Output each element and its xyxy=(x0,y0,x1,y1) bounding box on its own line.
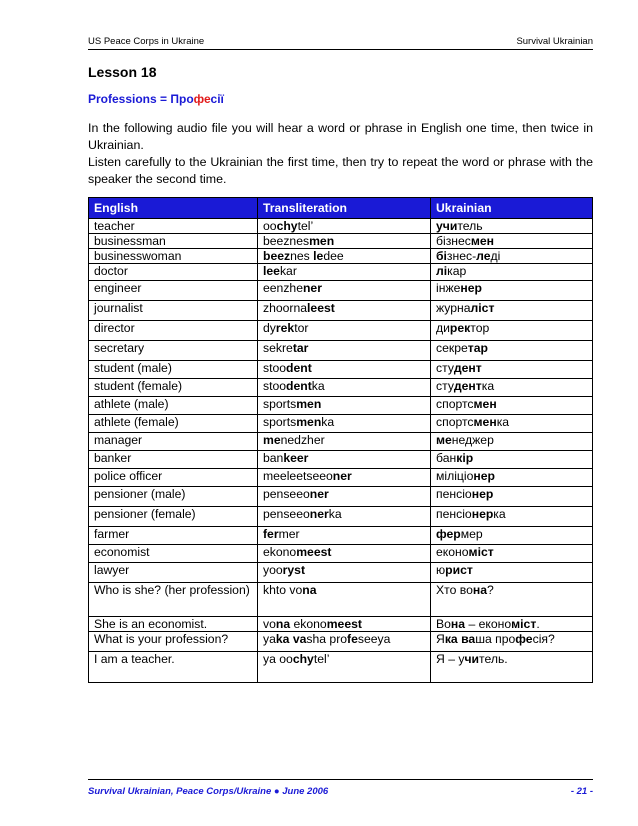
table-row xyxy=(89,563,593,583)
stressed-syllable: na xyxy=(302,583,317,597)
syllable: mer xyxy=(278,527,300,541)
syllable: oo xyxy=(263,219,277,233)
syllable: stoo xyxy=(263,379,287,393)
syllable: пенсіо xyxy=(436,487,472,501)
stressed-syllable: chy xyxy=(292,652,314,666)
syllable: тель xyxy=(457,219,483,233)
cell-english: pensioner (male) xyxy=(89,487,258,507)
stressed-syllable: ner xyxy=(309,487,329,501)
intro-paragraph-2: Listen carefully to the Ukrainian the first time, then try to repeat the word or phrase with the speaker the second time. xyxy=(88,155,593,186)
syllable: vo xyxy=(263,617,276,631)
cell-ukrainian xyxy=(431,264,593,281)
cell-english: student (male) xyxy=(89,361,258,379)
syllable: сія? xyxy=(532,632,555,646)
table-row xyxy=(89,415,593,433)
syllable: tel’ xyxy=(297,219,314,233)
cell-english: athlete (male) xyxy=(89,397,258,415)
syllable: sports xyxy=(263,415,297,429)
cell-ukrainian xyxy=(431,321,593,341)
cell-english: doctor xyxy=(89,264,258,281)
cell-transliteration xyxy=(258,527,431,545)
stressed-syllable: beez xyxy=(263,249,291,263)
syllable: сту xyxy=(436,361,454,375)
syllable: спортс xyxy=(436,397,474,411)
vocabulary-table xyxy=(88,197,593,683)
syllable: ka xyxy=(311,379,325,393)
lesson-title: Lesson 18 xyxy=(88,64,157,80)
cell-ukrainian xyxy=(431,433,593,451)
syllable: khto vo xyxy=(263,583,303,597)
syllable: сту xyxy=(436,379,454,393)
stressed-syllable: meest xyxy=(296,545,332,559)
syllable: міліціо xyxy=(436,469,474,483)
syllable: тор xyxy=(470,321,490,335)
cell-transliteration xyxy=(258,341,431,361)
stressed-syllable: чи xyxy=(464,652,480,666)
header-right: Survival Ukrainian xyxy=(516,36,593,47)
syllable: ка xyxy=(493,507,506,521)
table-row xyxy=(89,527,593,545)
stressed-syllable: ле xyxy=(476,249,491,263)
syllable: ya oo xyxy=(263,652,293,666)
stressed-syllable: dent xyxy=(286,361,312,375)
cell-english: engineer xyxy=(89,281,258,301)
cell-ukrainian xyxy=(431,219,593,234)
stressed-syllable: rek xyxy=(275,321,295,335)
syllable: мер xyxy=(460,527,483,541)
cell-transliteration xyxy=(258,487,431,507)
cell-ukrainian xyxy=(431,545,593,563)
stressed-syllable: міст xyxy=(468,545,494,559)
stressed-syllable: мен xyxy=(473,415,497,429)
table-row xyxy=(89,583,593,617)
cell-ukrainian xyxy=(431,507,593,527)
table-row xyxy=(89,361,593,379)
syllable: ди xyxy=(436,321,450,335)
professions-word-stress: фе xyxy=(193,92,211,106)
stressed-syllable: мен xyxy=(470,234,495,248)
syllable: Я xyxy=(436,632,445,646)
cell-ukrainian xyxy=(431,361,593,379)
syllable: спортс xyxy=(436,415,474,429)
syllable: yoo xyxy=(263,563,283,577)
footer-left: Survival Ukrainian, Peace Corps/Ukraine ● June 2006 xyxy=(88,786,329,797)
cell-transliteration xyxy=(258,545,431,563)
cell-english: lawyer xyxy=(89,563,258,583)
cell-transliteration xyxy=(258,617,431,632)
stressed-syllable: ліст xyxy=(470,301,495,315)
syllable: ді xyxy=(490,249,501,263)
cell-ukrainian xyxy=(431,341,593,361)
syllable: бан xyxy=(436,451,457,465)
cell-ukrainian xyxy=(431,652,593,683)
syllable: тель. xyxy=(479,652,508,666)
stressed-syllable: ка ва xyxy=(444,632,476,646)
stressed-syllable: нер xyxy=(460,281,482,295)
cell-ukrainian xyxy=(431,632,593,652)
stressed-syllable: кір xyxy=(456,451,474,465)
cell-english: farmer xyxy=(89,527,258,545)
stressed-syllable: учи xyxy=(436,219,458,233)
cell-english: businessman xyxy=(89,234,258,249)
syllable: tor xyxy=(294,321,309,335)
cell-transliteration xyxy=(258,249,431,264)
cell-english: businesswoman xyxy=(89,249,258,264)
stressed-syllable: на xyxy=(450,617,466,631)
cell-english: athlete (female) xyxy=(89,415,258,433)
syllable: seeya xyxy=(357,632,391,646)
syllable: . xyxy=(536,617,540,631)
syllable: nes xyxy=(290,249,314,263)
stressed-syllable: dent xyxy=(286,379,312,393)
stressed-syllable: keer xyxy=(283,451,309,465)
table-row xyxy=(89,219,593,234)
stressed-syllable: на xyxy=(472,583,487,597)
cell-transliteration xyxy=(258,415,431,433)
professions-prefix: Professions = xyxy=(88,92,171,106)
stressed-syllable: men xyxy=(309,234,335,248)
table-row xyxy=(89,379,593,397)
stressed-syllable: ner xyxy=(309,507,329,521)
syllable: неджер xyxy=(451,433,494,447)
syllable: ya xyxy=(263,632,276,646)
cell-ukrainian xyxy=(431,451,593,469)
syllable: секре xyxy=(436,341,468,355)
syllable: кар xyxy=(447,264,467,278)
syllable: Хто во xyxy=(436,583,473,597)
syllable: Я – у xyxy=(436,652,465,666)
table-row xyxy=(89,433,593,451)
cell-transliteration xyxy=(258,451,431,469)
stressed-syllable: me xyxy=(263,433,281,447)
cell-english: journalist xyxy=(89,301,258,321)
stressed-syllable: нер xyxy=(473,469,495,483)
cell-transliteration xyxy=(258,234,431,249)
syllable: бізнес xyxy=(436,234,471,248)
syllable: журна xyxy=(436,301,471,315)
syllable: sha pro xyxy=(306,632,348,646)
table-row xyxy=(89,301,593,321)
syllable: ка xyxy=(481,379,495,393)
page xyxy=(88,36,593,683)
cell-ukrainian xyxy=(431,379,593,397)
stressed-syllable: ner xyxy=(332,469,352,483)
cell-english: pensioner (female) xyxy=(89,507,258,527)
cell-transliteration xyxy=(258,583,431,617)
stressed-syllable: нер xyxy=(471,507,494,521)
cell-ukrainian xyxy=(431,583,593,617)
cell-english: manager xyxy=(89,433,258,451)
table-row xyxy=(89,264,593,281)
stressed-syllable: рек xyxy=(449,321,471,335)
cell-transliteration xyxy=(258,433,431,451)
table-row xyxy=(89,281,593,301)
syllable: zhoorna xyxy=(263,301,308,315)
cell-english: teacher xyxy=(89,219,258,234)
table-row xyxy=(89,397,593,415)
table-row xyxy=(89,617,593,632)
cell-english: secretary xyxy=(89,341,258,361)
cell-transliteration xyxy=(258,219,431,234)
column-header-transliteration: Transliteration xyxy=(258,198,431,219)
cell-english: director xyxy=(89,321,258,341)
stressed-syllable: na xyxy=(275,617,291,631)
syllable: sekre xyxy=(263,341,293,355)
cell-english: student (female) xyxy=(89,379,258,397)
table-row xyxy=(89,234,593,249)
professions-word-a: Про xyxy=(170,92,194,106)
table-row xyxy=(89,507,593,527)
cell-english: What is your profession? xyxy=(89,632,258,652)
stressed-syllable: meest xyxy=(326,617,362,631)
page-number: - 21 - xyxy=(570,786,593,797)
cell-ukrainian xyxy=(431,301,593,321)
table-row xyxy=(89,469,593,487)
table-header-row xyxy=(89,198,593,219)
table-row xyxy=(89,451,593,469)
syllable: ekono xyxy=(290,617,327,631)
stressed-syllable: ме xyxy=(436,433,452,447)
table-row xyxy=(89,321,593,341)
cell-english: I am a teacher. xyxy=(89,652,258,683)
stressed-syllable: lee xyxy=(263,264,280,278)
cell-transliteration xyxy=(258,507,431,527)
stressed-syllable: нер xyxy=(471,487,494,501)
syllable: nedzher xyxy=(280,433,325,447)
stressed-syllable: лі xyxy=(436,264,448,278)
cell-transliteration xyxy=(258,264,431,281)
syllable: ка xyxy=(496,415,510,429)
stressed-syllable: фе xyxy=(515,632,533,646)
syllable: eenzhe xyxy=(263,281,303,295)
syllable: sports xyxy=(263,397,297,411)
syllable: penseeo xyxy=(263,487,310,501)
table-row xyxy=(89,652,593,683)
column-header-ukrainian: Ukrainian xyxy=(431,198,593,219)
cell-transliteration xyxy=(258,361,431,379)
page-header xyxy=(88,36,593,50)
cell-english: economist xyxy=(89,545,258,563)
syllable: tel’ xyxy=(313,652,330,666)
stressed-syllable: men xyxy=(296,415,322,429)
syllable: beeznes xyxy=(263,234,310,248)
table-row xyxy=(89,632,593,652)
cell-ukrainian xyxy=(431,487,593,507)
table-row xyxy=(89,487,593,507)
page-footer xyxy=(88,779,593,797)
column-header-english: English xyxy=(89,198,258,219)
syllable: еконо xyxy=(436,545,469,559)
stressed-syllable: мен xyxy=(473,397,497,411)
stressed-syllable: ner xyxy=(302,281,322,295)
cell-ukrainian xyxy=(431,234,593,249)
stressed-syllable: рист xyxy=(445,563,473,577)
stressed-syllable: ryst xyxy=(282,563,306,577)
stressed-syllable: фер xyxy=(436,527,461,541)
stressed-syllable: бі xyxy=(436,249,447,263)
syllable: ekono xyxy=(263,545,297,559)
cell-ukrainian xyxy=(431,397,593,415)
syllable: пенсіо xyxy=(436,507,472,521)
syllable: Во xyxy=(436,617,451,631)
table-row xyxy=(89,341,593,361)
professions-heading xyxy=(88,92,593,106)
cell-english: Who is she? (her profession) xyxy=(89,583,258,617)
table-row xyxy=(89,249,593,264)
stressed-syllable: міст xyxy=(511,617,537,631)
cell-ukrainian xyxy=(431,527,593,545)
cell-transliteration xyxy=(258,321,431,341)
syllable: – еконо xyxy=(465,617,512,631)
cell-ukrainian xyxy=(431,415,593,433)
stressed-syllable: тар xyxy=(467,341,488,355)
cell-ukrainian xyxy=(431,563,593,583)
cell-english: banker xyxy=(89,451,258,469)
cell-transliteration xyxy=(258,652,431,683)
stressed-syllable: fer xyxy=(263,527,279,541)
professions-word-c: сії xyxy=(210,92,224,106)
syllable: знес- xyxy=(446,249,477,263)
syllable: dy xyxy=(263,321,276,335)
cell-transliteration xyxy=(258,397,431,415)
syllable: ю xyxy=(436,563,446,577)
cell-ukrainian xyxy=(431,617,593,632)
cell-ukrainian xyxy=(431,249,593,264)
stressed-syllable: fe xyxy=(347,632,358,646)
stressed-syllable: дент xyxy=(453,361,482,375)
stressed-syllable: дент xyxy=(453,379,482,393)
syllable: meeleetseeo xyxy=(263,469,333,483)
syllable: ka xyxy=(328,507,342,521)
syllable: penseeo xyxy=(263,507,310,521)
stressed-syllable: tar xyxy=(292,341,309,355)
cell-transliteration xyxy=(258,379,431,397)
stressed-syllable: chy xyxy=(276,219,298,233)
syllable: ша про xyxy=(475,632,516,646)
cell-ukrainian xyxy=(431,281,593,301)
cell-english: She is an economist. xyxy=(89,617,258,632)
stressed-syllable: leest xyxy=(307,301,335,315)
cell-transliteration xyxy=(258,469,431,487)
intro-text xyxy=(88,120,593,188)
cell-english: police officer xyxy=(89,469,258,487)
intro-paragraph-1: In the following audio file you will hear a word or phrase in English one time, then twice in Ukrainian. xyxy=(88,121,593,152)
header-left: US Peace Corps in Ukraine xyxy=(88,36,205,47)
syllable: ban xyxy=(263,451,284,465)
stressed-syllable: ka va xyxy=(275,632,307,646)
syllable: ? xyxy=(487,583,494,597)
stressed-syllable: le xyxy=(313,249,324,263)
cell-transliteration xyxy=(258,301,431,321)
stressed-syllable: men xyxy=(296,397,322,411)
syllable: dee xyxy=(323,249,344,263)
table-body xyxy=(89,219,593,683)
cell-transliteration xyxy=(258,281,431,301)
syllable: інже xyxy=(436,281,461,295)
syllable: kar xyxy=(279,264,297,278)
cell-transliteration xyxy=(258,563,431,583)
cell-ukrainian xyxy=(431,469,593,487)
cell-transliteration xyxy=(258,632,431,652)
syllable: stoo xyxy=(263,361,287,375)
syllable: ka xyxy=(321,415,335,429)
table-row xyxy=(89,545,593,563)
